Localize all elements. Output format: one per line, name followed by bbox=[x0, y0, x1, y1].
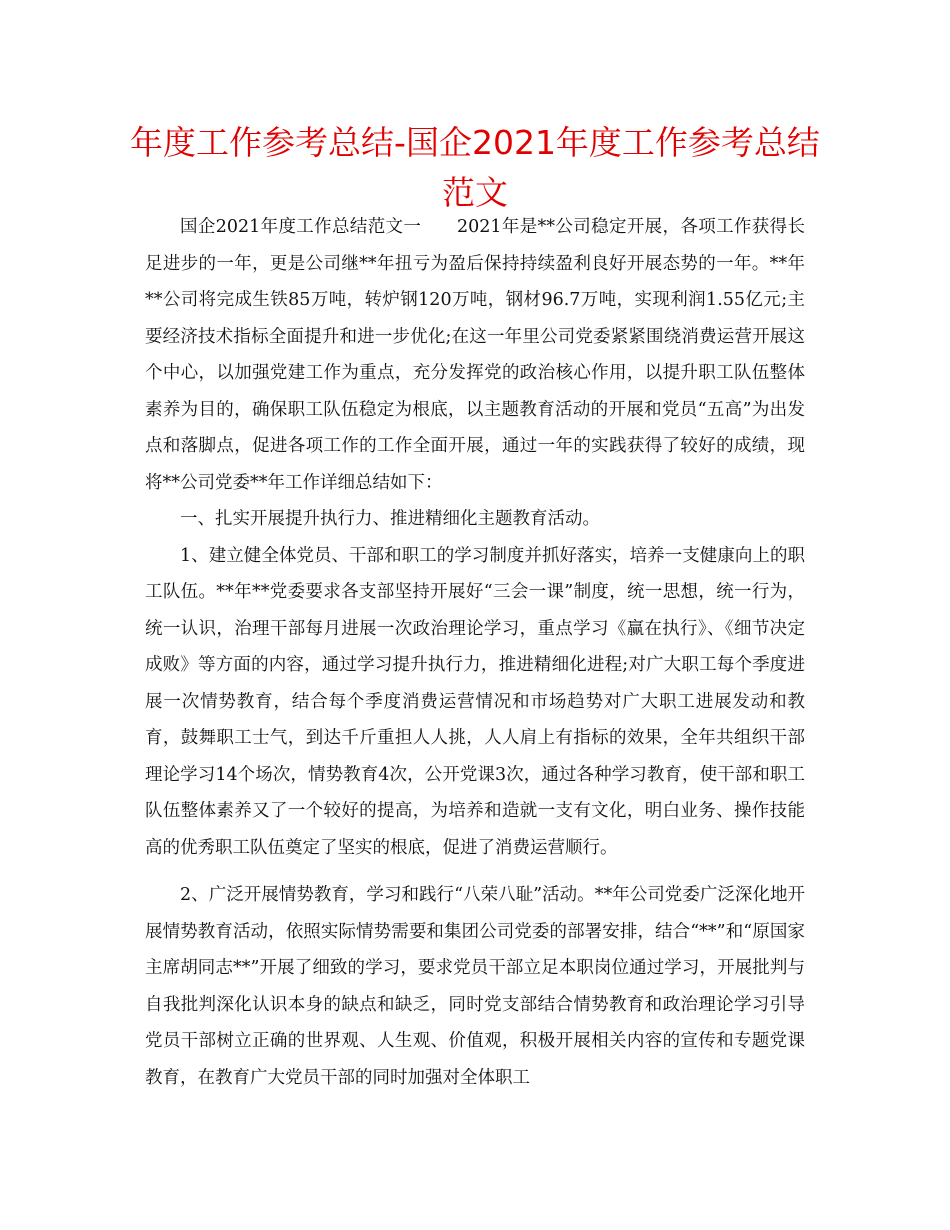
document-title: 年度工作参考总结-国企2021年度工作参考总结范文 bbox=[130, 123, 820, 212]
paragraph-item-2: 2、广泛开展情势教育，学习和践行“八荣八耻”活动。**年公司党委广泛深化地开展情势教育活动，依照实际情势需要和集团公司党委的部署安排，结合“**”和“原国家主席胡同志**”开展了细致的学习，要求党员干部立足本职岗位通过学习，开展批判与自我批判深化认识本身的缺点和缺乏，同时党支部结合情势教育和政治理论学习引导党员干部树立正确的世界观、人生观、价值观，积极开展相关内容的宣传和专题党课教育，在教育广大党员干部的同时加强对全体职工 bbox=[145, 885, 805, 1088]
section-heading-1: 一、扎实开展提升执行力、推进精细化主题教育活动。 bbox=[180, 509, 600, 529]
document-body bbox=[145, 209, 805, 1096]
paragraph-intro: 国企2021年度工作总结范文一 2021年是**公司稳定开展，各项工作获得长足进步的一年，更是公司继**年扭亏为盈后保持持续盈利良好开展态势的一年。**年**公司将完成生铁85万吨，转炉钢120万吨，钢材96.7万吨，实现利润1.55亿元;主要经济技术指标全面提升和进一步优化;在这一年里公司党委紧紧围绕消费运营开展这个中心，以加强党建工作为重点，充分发挥党的政治核心作用，以提升职工队伍整体素养为目的，确保职工队伍稳定为根底，以主题教育活动的开展和党员“五高”为出发点和落脚点，促进各项工作的工作全面开展，通过一年的实践获得了较好的成绩，现将**公司党委**年工作详细总结如下： bbox=[145, 217, 805, 493]
paragraph-item-1: 1、建立健全体党员、干部和职工的学习制度并抓好落实，培养一支健康向上的职工队伍。**年**党委要求各支部坚持开展好“三会一课”制度，统一思想，统一行为，统一认识，治理干部每月进展一次政治理论学习，重点学习《赢在执行》、《细节决定成败》等方面的内容，通过学习提升执行力，推进精细化进程;对广大职工每个季度进展一次情势教育，结合每个季度消费运营情况和市场趋势对广大职工进展发动和教育，鼓舞职工士气，到达千斤重担人人挑，人人肩上有指标的效果，全年共组织干部理论学习14个场次，情势教育4次，公开党课3次，通过各种学习教育，使干部和职工队伍整体素养又了一个较好的提高，为培养和造就一支有文化，明白业务、操作技能高的优秀职工队伍奠定了坚实的根底，促进了消费运营顺行。 bbox=[145, 545, 805, 858]
